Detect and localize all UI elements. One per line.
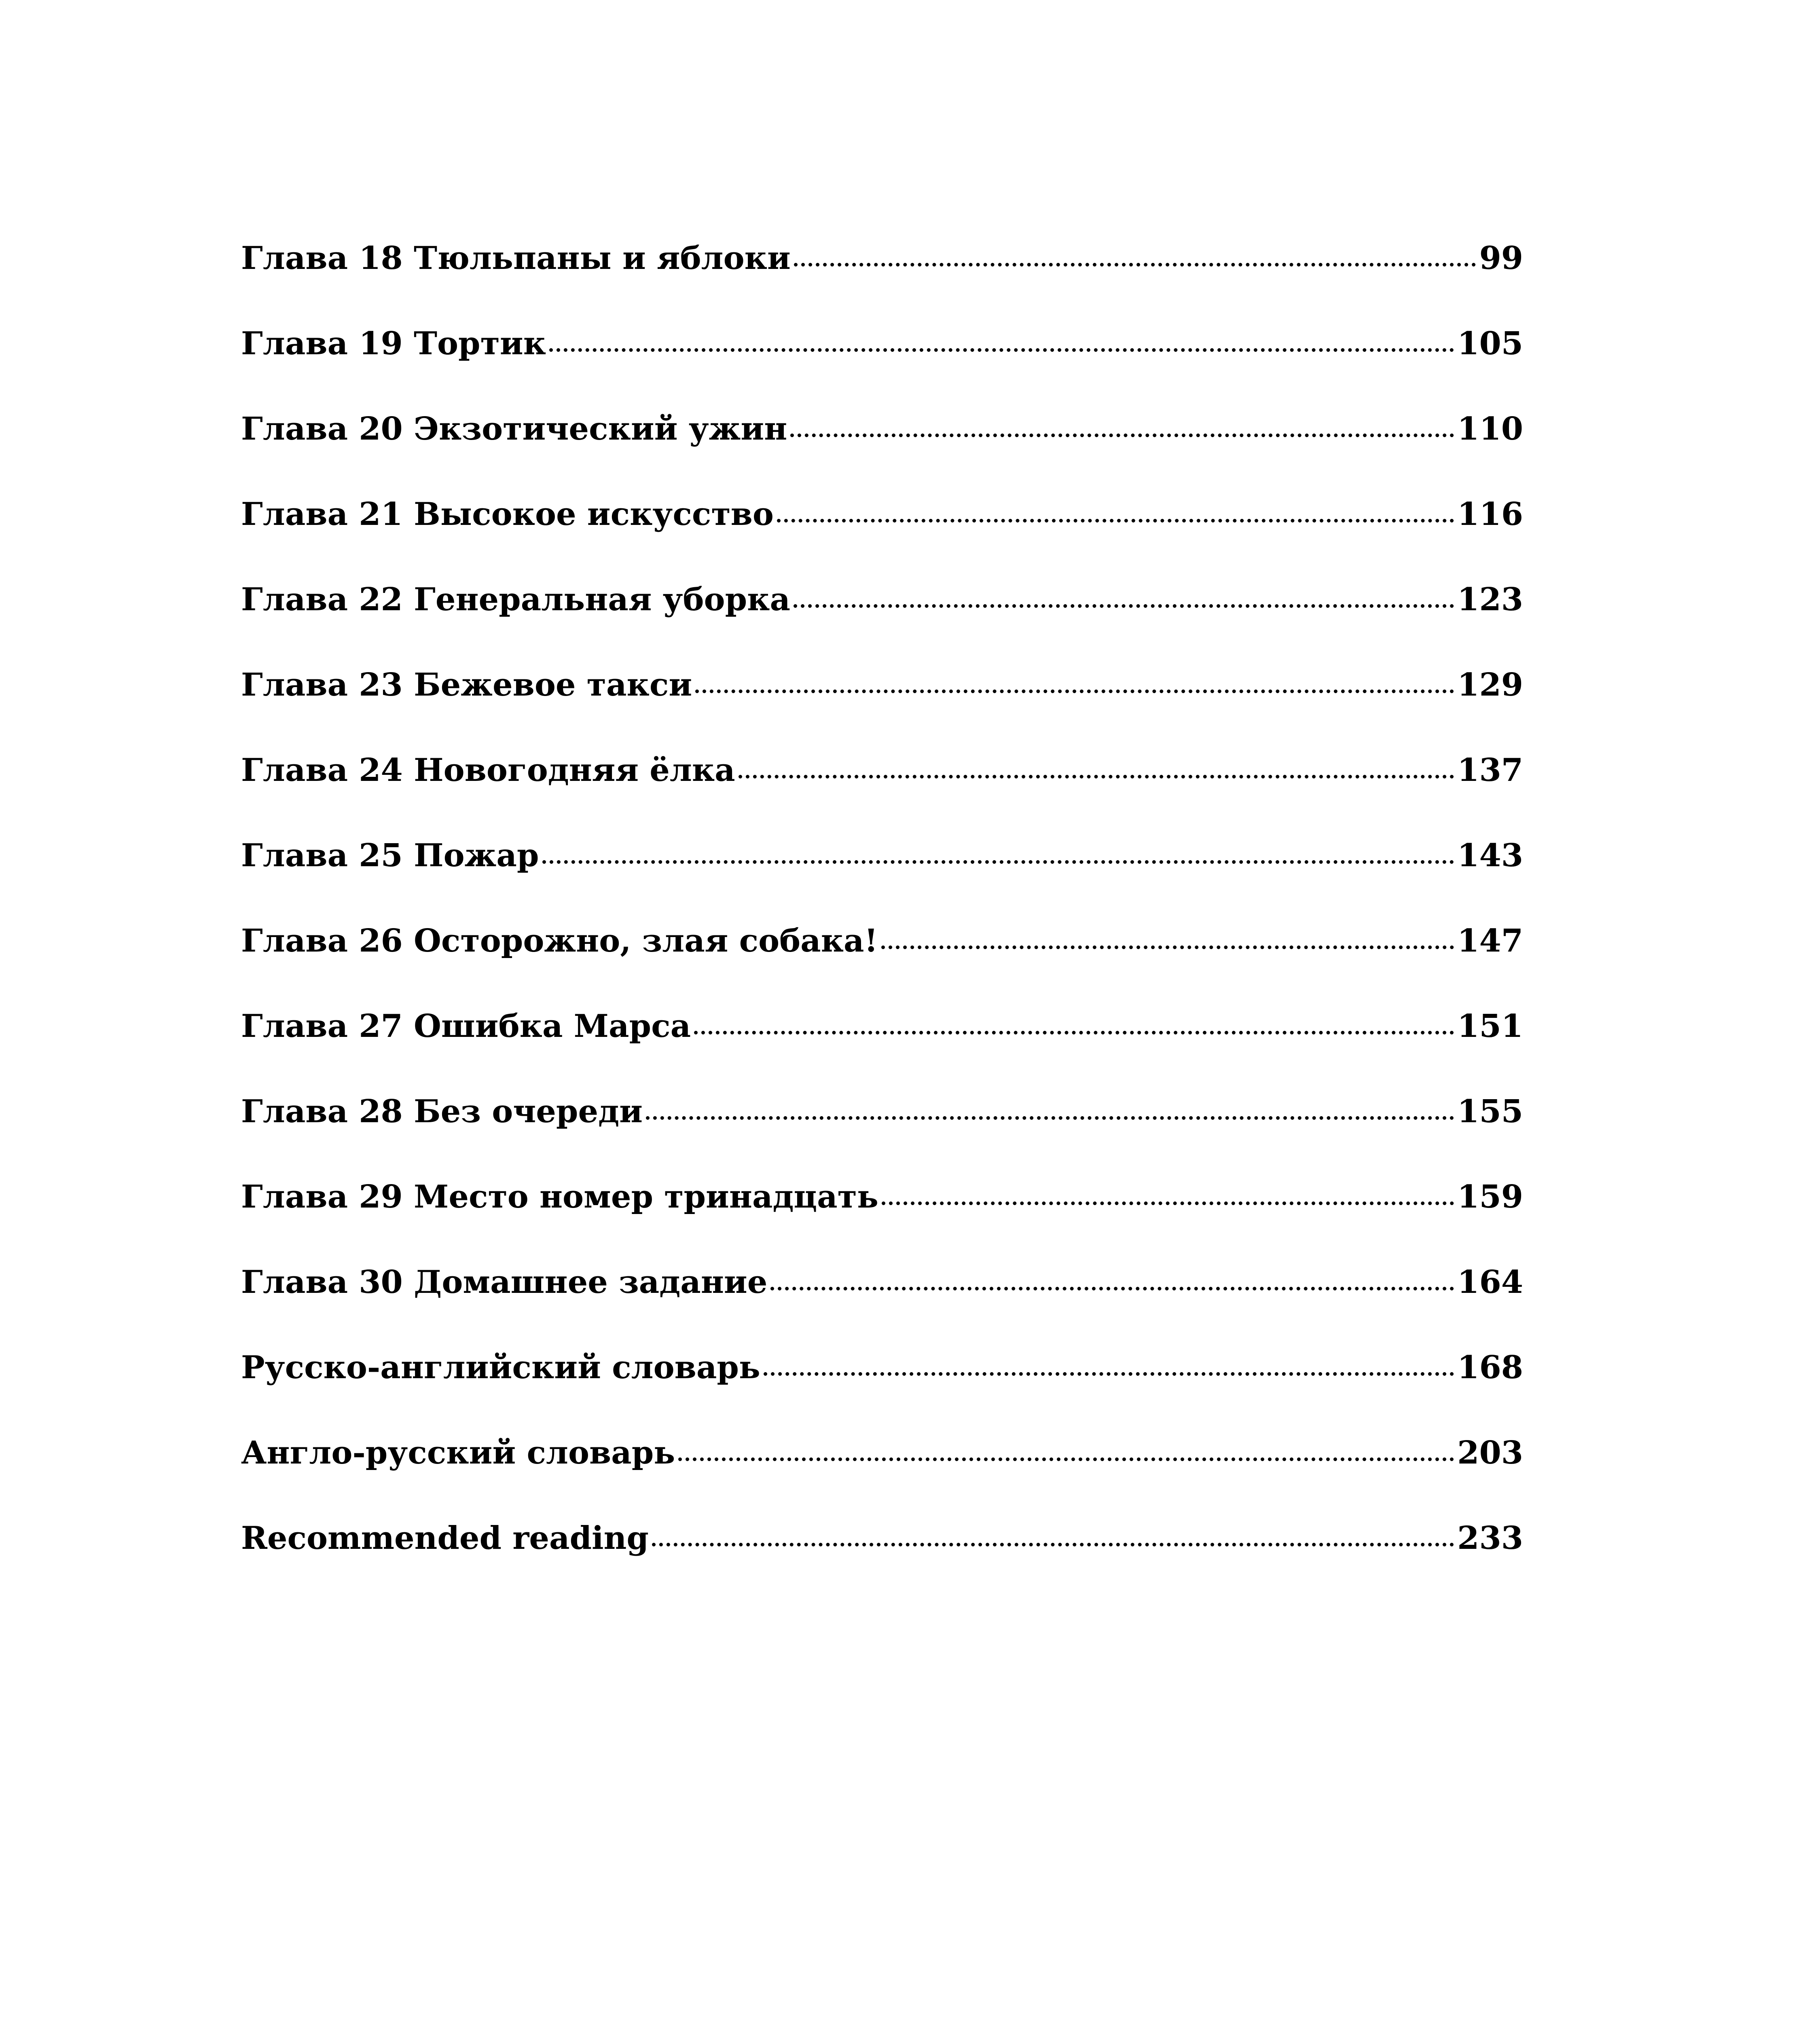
toc-entry-title: Глава 25 Пожар: [241, 837, 539, 874]
toc-entry-page: 123: [1457, 581, 1523, 618]
toc-entry-title: Глава 19 Тортик: [241, 325, 546, 362]
dot-leader: [764, 1372, 1454, 1376]
toc-entry-chapter-19: [241, 325, 1523, 413]
toc-entry-title: Глава 27 Ошибка Марса: [241, 1008, 691, 1045]
dot-leader: [790, 434, 1454, 437]
toc-entry-page: 151: [1457, 1008, 1523, 1045]
toc-entry-page: 155: [1457, 1093, 1523, 1130]
toc-entry-page: 168: [1457, 1349, 1523, 1386]
toc-entry-title: Англо-русский словарь: [241, 1434, 675, 1471]
toc-entry-chapter-23: [241, 666, 1523, 755]
toc-entry-chapter-27: [241, 1008, 1523, 1096]
toc-entry-title: Глава 20 Экзотический ужин: [241, 410, 787, 447]
dot-leader: [678, 1457, 1454, 1461]
dot-leader: [695, 690, 1454, 693]
dot-leader: [770, 1287, 1454, 1290]
dot-leader: [542, 860, 1454, 864]
dot-leader: [794, 604, 1454, 608]
toc-entry-recommended-reading: [241, 1520, 1523, 1608]
toc-entry-page: 147: [1457, 922, 1523, 959]
toc-entry-chapter-26: [241, 922, 1523, 1011]
toc-entry-page: 129: [1457, 666, 1523, 703]
toc-entry-chapter-20: [241, 410, 1523, 499]
toc-entry-chapter-18: [241, 240, 1523, 328]
toc-entry-title: Глава 26 Осторожно, злая собака!: [241, 922, 878, 959]
toc-entry-chapter-25: [241, 837, 1523, 925]
toc-entry-en-ru-dictionary: [241, 1434, 1523, 1523]
toc-entry-page: 164: [1457, 1264, 1523, 1301]
toc-entry-title: Глава 30 Домашнее задание: [241, 1264, 768, 1301]
dot-leader: [794, 263, 1476, 266]
toc-entry-title: Recommended reading: [241, 1520, 649, 1557]
toc-entry-page: 99: [1479, 240, 1523, 277]
toc-entry-chapter-29: [241, 1178, 1523, 1267]
toc-entry-chapter-30: [241, 1264, 1523, 1352]
toc-entry-title: Русско-английский словарь: [241, 1349, 760, 1386]
toc-entry-chapter-21: [241, 496, 1523, 584]
toc-entry-title: Глава 28 Без очереди: [241, 1093, 643, 1130]
dot-leader: [777, 519, 1454, 522]
toc-entry-page: 233: [1457, 1520, 1523, 1557]
toc-entry-title: Глава 23 Бежевое такси: [241, 666, 692, 703]
dot-leader: [881, 945, 1454, 949]
dot-leader: [646, 1116, 1454, 1120]
toc-entry-page: 110: [1457, 410, 1523, 447]
toc-entry-page: 159: [1457, 1178, 1523, 1215]
toc-entry-page: 105: [1457, 325, 1523, 362]
toc-entry-chapter-28: [241, 1093, 1523, 1181]
dot-leader: [652, 1543, 1454, 1546]
table-of-contents: [241, 240, 1523, 1608]
toc-entry-page: 116: [1457, 496, 1523, 533]
toc-entry-title: Глава 18 Тюльпаны и яблоки: [241, 240, 791, 277]
toc-entry-title: Глава 29 Место номер тринадцать: [241, 1178, 878, 1215]
toc-entry-page: 143: [1457, 837, 1523, 874]
toc-entry-chapter-22: [241, 581, 1523, 669]
toc-entry-chapter-24: [241, 752, 1523, 840]
dot-leader: [882, 1201, 1454, 1205]
dot-leader: [549, 348, 1454, 352]
toc-entry-title: Глава 24 Новогодняя ёлка: [241, 752, 735, 789]
toc-entry-title: Глава 21 Высокое искусство: [241, 496, 774, 533]
toc-entry-page: 203: [1457, 1434, 1523, 1471]
dot-leader: [694, 1031, 1454, 1034]
toc-entry-ru-en-dictionary: [241, 1349, 1523, 1437]
dot-leader: [739, 775, 1454, 778]
toc-entry-title: Глава 22 Генеральная уборка: [241, 581, 790, 618]
toc-entry-page: 137: [1457, 752, 1523, 789]
